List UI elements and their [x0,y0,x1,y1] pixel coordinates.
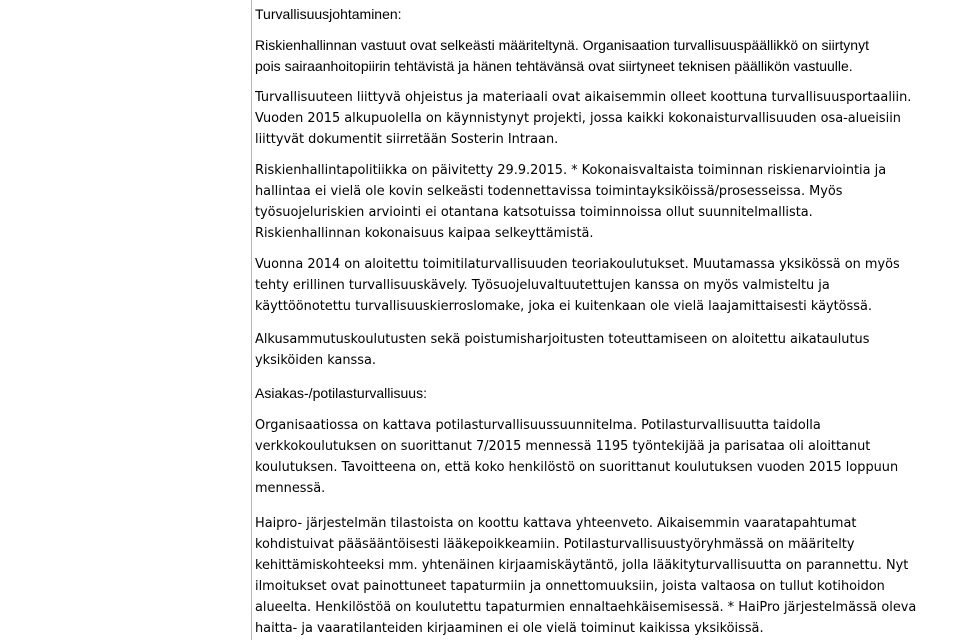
paragraph-haipro-statistics [255,513,955,639]
text-line: Vuonna 2014 on aloitettu toimitilaturvallisuuden teoriakoulutukset. Muutamassa yksikössä on myös [255,257,900,272]
text-line: ilmoitukset ovat painottuneet tapaturmiin ja onnettomuuksiin, joista valtaosa on tullut kotihoidon [255,579,885,594]
paragraph-fire-training [255,329,955,371]
text-line: Riskienhallinnan kokonaisuus kaipaa selkeyttämistä. [255,226,594,241]
text-line: mennessä. [255,481,326,496]
text-line: hallintaa ei vielä ole kovin selkeästi todennettavissa toimintayksiköissä/prosesseissa. Myös [255,184,843,199]
text-line: Alkusammutuskoulutusten sekä poistumisharjoitusten toteuttamiseen on aloitettu aikataulutus [255,332,870,347]
text-line: Haipro- järjestelmän tilastoista on koottu kattava yhteenveto. Aikaisemmin vaaratapahtumat [255,516,857,531]
text-line: Turvallisuuteen liittyvä ohjeistus ja materiaali ovat aikaisemmin olleet koottuna turvallisuusportaaliin. [255,90,912,105]
text-line: työsuojeluriskien arviointi ei otantana katsotuissa toiminnoissa ollut suunnitelmallista. [255,205,813,220]
text-line: tehty erillinen turvallisuuskävely. Työsuojeluvaltuutettujen kanssa on myös valmisteltu ja [255,278,830,293]
left-column-border [251,0,252,640]
text-line: yksiköiden kanssa. [255,353,376,368]
text-line: Riskienhallinnan vastuut ovat selkeästi määriteltynä. Organisaation turvallisuuspäällikkö on siirtynyt [255,37,869,53]
text-line: Riskienhallintapolitiikka on päivitetty 29.9.2015. * Kokonaisvaltaista toiminnan riskienarviointia ja [255,163,887,178]
text-line: haitta- ja vaaratilanteiden kirjaaminen ei ole vielä toiminut kaikissa yksiköissä. [255,621,764,636]
section-heading-security-management: Turvallisuusjohtaminen: [255,6,402,22]
text-line: koulutuksen. Tavoitteena on, että koko henkilöstö on suorittanut koulutuksen vuoden 2015 loppuun [255,460,899,475]
text-line: kehittämiskohteeksi mm. yhtenäinen kirjaamiskäytäntö, jolla lääkityturvallisuutta on parannettu. Nyt [255,558,909,573]
paragraph-risk-policy [255,160,955,244]
paragraph-risk-responsibilities [255,35,955,77]
text-line: verkkokoulutuksen on suorittanut 7/2015 mennessä 1195 työntekijää ja parisataa oli aloittanut [255,439,871,454]
text-line: alueelta. Henkilöstöä on koulutettu tapaturmien ennaltaehkäisemisessä. * HaiPro järjestelmässä oleva [255,600,917,615]
paragraph-facility-security-training [255,254,955,317]
document-body [255,3,955,639]
paragraph-patient-safety-plan [255,415,955,499]
paragraph-security-guidance [255,87,955,150]
section-heading-patient-safety: Asiakas-/potilasturvallisuus: [255,385,427,401]
text-line: Vuoden 2015 alkupuolella on käynnistynyt projekti, jossa kaikki kokonaisturvallisuuden osa-alueisiin [255,111,901,126]
text-line: liittyvät dokumentit siirretään Sosterin Intraan. [255,132,559,147]
text-line: käyttöönotettu turvallisuuskierroslomake, joka ei kuitenkaan ole vielä laajamittaisesti käytössä. [255,299,872,314]
text-line: pois sairaanhoitopiirin tehtävistä ja hänen tehtävänsä ovat siirtyneet teknisen päällikön vastuulle. [255,58,853,74]
text-line: Organisaatiossa on kattava potilasturvallisuussuunnitelma. Potilasturvallisuutta taidolla [255,418,821,433]
text-line: kohdistuivat pääsääntöisesti lääkepoikkeamiin. Potilasturvallisuustyöryhmässä on määritelty [255,537,855,552]
